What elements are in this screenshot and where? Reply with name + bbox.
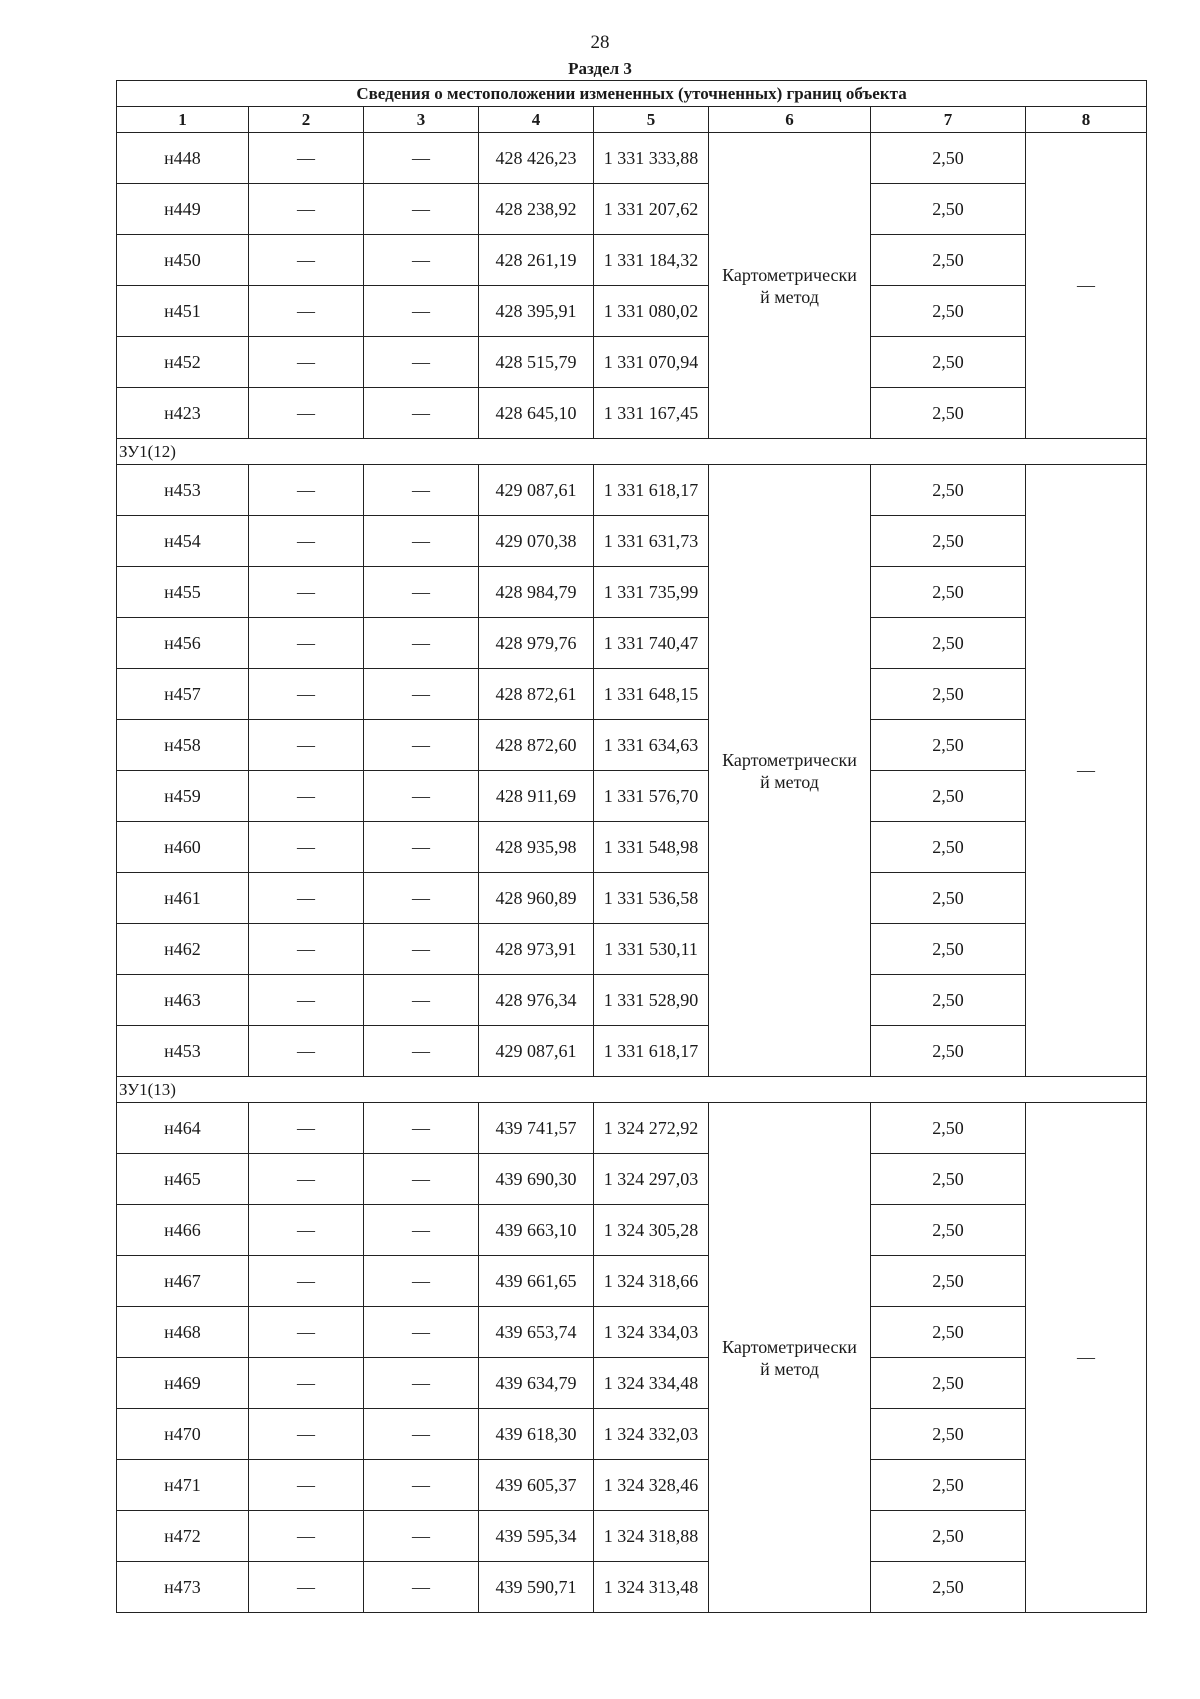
col3-dash-cell: — — [364, 1307, 479, 1358]
point-id-cell: н451 — [117, 286, 249, 337]
x-coordinate-cell: 439 618,30 — [479, 1409, 594, 1460]
col3-dash-cell: — — [364, 133, 479, 184]
accuracy-cell: 2,50 — [871, 1460, 1026, 1511]
accuracy-cell: 2,50 — [871, 975, 1026, 1026]
col2-dash-cell: — — [249, 516, 364, 567]
table-row — [117, 1154, 1147, 1205]
point-id-cell: н468 — [117, 1307, 249, 1358]
table-row — [117, 771, 1147, 822]
point-id-cell: н454 — [117, 516, 249, 567]
col2-dash-cell: — — [249, 133, 364, 184]
x-coordinate-cell: 428 976,34 — [479, 975, 594, 1026]
accuracy-cell: 2,50 — [871, 1205, 1026, 1256]
col2-dash-cell: — — [249, 1103, 364, 1154]
col2-dash-cell: — — [249, 618, 364, 669]
table-row — [117, 1307, 1147, 1358]
x-coordinate-cell: 428 872,61 — [479, 669, 594, 720]
column-number: 4 — [479, 107, 594, 133]
table-row — [117, 184, 1147, 235]
y-coordinate-cell: 1 331 648,15 — [594, 669, 709, 720]
point-id-cell: н463 — [117, 975, 249, 1026]
point-id-cell: н453 — [117, 465, 249, 516]
col3-dash-cell: — — [364, 1256, 479, 1307]
col3-dash-cell: — — [364, 1409, 479, 1460]
point-id-cell: н467 — [117, 1256, 249, 1307]
accuracy-cell: 2,50 — [871, 822, 1026, 873]
x-coordinate-cell: 429 087,61 — [479, 1026, 594, 1077]
accuracy-cell: 2,50 — [871, 1409, 1026, 1460]
point-id-cell: н455 — [117, 567, 249, 618]
column-number: 6 — [709, 107, 871, 133]
method-cell — [709, 133, 871, 439]
x-coordinate-cell: 439 634,79 — [479, 1358, 594, 1409]
col3-dash-cell: — — [364, 924, 479, 975]
group-header-row — [117, 439, 1147, 465]
point-id-cell: н460 — [117, 822, 249, 873]
x-coordinate-cell: 428 935,98 — [479, 822, 594, 873]
col8-dash-cell: — — [1026, 465, 1147, 1077]
col3-dash-cell: — — [364, 465, 479, 516]
point-id-cell: н464 — [117, 1103, 249, 1154]
table-row — [117, 465, 1147, 516]
table-row — [117, 235, 1147, 286]
y-coordinate-cell: 1 324 334,03 — [594, 1307, 709, 1358]
group-label: ЗУ1(12) — [117, 439, 1147, 465]
boundary-table — [116, 80, 1147, 1613]
col2-dash-cell: — — [249, 567, 364, 618]
table-row — [117, 567, 1147, 618]
table-row — [117, 1026, 1147, 1077]
col3-dash-cell: — — [364, 516, 479, 567]
point-id-cell: н458 — [117, 720, 249, 771]
col2-dash-cell: — — [249, 1154, 364, 1205]
table-caption-row — [117, 81, 1147, 107]
col3-dash-cell: — — [364, 1205, 479, 1256]
column-number: 2 — [249, 107, 364, 133]
col2-dash-cell: — — [249, 975, 364, 1026]
accuracy-cell: 2,50 — [871, 1307, 1026, 1358]
col2-dash-cell: — — [249, 1307, 364, 1358]
x-coordinate-cell: 428 911,69 — [479, 771, 594, 822]
col3-dash-cell: — — [364, 388, 479, 439]
col3-dash-cell: — — [364, 337, 479, 388]
x-coordinate-cell: 428 395,91 — [479, 286, 594, 337]
y-coordinate-cell: 1 331 618,17 — [594, 1026, 709, 1077]
accuracy-cell: 2,50 — [871, 516, 1026, 567]
table-row — [117, 1205, 1147, 1256]
col2-dash-cell: — — [249, 1358, 364, 1409]
x-coordinate-cell: 439 590,71 — [479, 1562, 594, 1613]
col2-dash-cell: — — [249, 873, 364, 924]
col8-dash-cell: — — [1026, 133, 1147, 439]
col3-dash-cell: — — [364, 1562, 479, 1613]
point-id-cell: н423 — [117, 388, 249, 439]
point-id-cell: н457 — [117, 669, 249, 720]
col3-dash-cell: — — [364, 567, 479, 618]
method-text-line2: й метод — [760, 286, 819, 307]
y-coordinate-cell: 1 331 618,17 — [594, 465, 709, 516]
accuracy-cell: 2,50 — [871, 1358, 1026, 1409]
accuracy-cell: 2,50 — [871, 235, 1026, 286]
col2-dash-cell: — — [249, 720, 364, 771]
accuracy-cell: 2,50 — [871, 337, 1026, 388]
col2-dash-cell: — — [249, 822, 364, 873]
accuracy-cell: 2,50 — [871, 567, 1026, 618]
x-coordinate-cell: 439 595,34 — [479, 1511, 594, 1562]
x-coordinate-cell: 428 426,23 — [479, 133, 594, 184]
accuracy-cell: 2,50 — [871, 388, 1026, 439]
accuracy-cell: 2,50 — [871, 1511, 1026, 1562]
y-coordinate-cell: 1 331 740,47 — [594, 618, 709, 669]
accuracy-cell: 2,50 — [871, 924, 1026, 975]
col2-dash-cell: — — [249, 1256, 364, 1307]
col2-dash-cell: — — [249, 235, 364, 286]
accuracy-cell: 2,50 — [871, 286, 1026, 337]
col3-dash-cell: — — [364, 975, 479, 1026]
col3-dash-cell: — — [364, 1026, 479, 1077]
table-row — [117, 286, 1147, 337]
table-caption: Сведения о местоположении измененных (уточненных) границ объекта — [117, 81, 1147, 107]
column-number: 7 — [871, 107, 1026, 133]
method-cell — [709, 465, 871, 1077]
col2-dash-cell: — — [249, 388, 364, 439]
table-row — [117, 337, 1147, 388]
col2-dash-cell: — — [249, 924, 364, 975]
y-coordinate-cell: 1 324 305,28 — [594, 1205, 709, 1256]
accuracy-cell: 2,50 — [871, 1026, 1026, 1077]
col3-dash-cell: — — [364, 1358, 479, 1409]
x-coordinate-cell: 439 741,57 — [479, 1103, 594, 1154]
x-coordinate-cell: 439 690,30 — [479, 1154, 594, 1205]
y-coordinate-cell: 1 324 297,03 — [594, 1154, 709, 1205]
col2-dash-cell: — — [249, 465, 364, 516]
col2-dash-cell: — — [249, 771, 364, 822]
col3-dash-cell: — — [364, 1103, 479, 1154]
col3-dash-cell: — — [364, 720, 479, 771]
point-id-cell: н453 — [117, 1026, 249, 1077]
x-coordinate-cell: 439 663,10 — [479, 1205, 594, 1256]
table-row — [117, 1562, 1147, 1613]
x-coordinate-cell: 439 605,37 — [479, 1460, 594, 1511]
point-id-cell: н462 — [117, 924, 249, 975]
point-id-cell: н448 — [117, 133, 249, 184]
col2-dash-cell: — — [249, 669, 364, 720]
table-row — [117, 133, 1147, 184]
table-row — [117, 873, 1147, 924]
point-id-cell: н456 — [117, 618, 249, 669]
accuracy-cell: 2,50 — [871, 618, 1026, 669]
column-number: 1 — [117, 107, 249, 133]
method-text-line1: Картометрически — [722, 749, 857, 770]
accuracy-cell: 2,50 — [871, 1154, 1026, 1205]
y-coordinate-cell: 1 331 528,90 — [594, 975, 709, 1026]
y-coordinate-cell: 1 331 536,58 — [594, 873, 709, 924]
method-text-line2: й метод — [760, 771, 819, 792]
group-label: ЗУ1(13) — [117, 1077, 1147, 1103]
col2-dash-cell: — — [249, 337, 364, 388]
point-id-cell: н471 — [117, 1460, 249, 1511]
x-coordinate-cell: 428 960,89 — [479, 873, 594, 924]
x-coordinate-cell: 428 515,79 — [479, 337, 594, 388]
y-coordinate-cell: 1 324 334,48 — [594, 1358, 709, 1409]
col3-dash-cell: — — [364, 286, 479, 337]
y-coordinate-cell: 1 331 207,62 — [594, 184, 709, 235]
method-text-line2: й метод — [760, 1358, 819, 1379]
y-coordinate-cell: 1 331 333,88 — [594, 133, 709, 184]
x-coordinate-cell: 428 261,19 — [479, 235, 594, 286]
accuracy-cell: 2,50 — [871, 771, 1026, 822]
table-row — [117, 516, 1147, 567]
col3-dash-cell: — — [364, 235, 479, 286]
accuracy-cell: 2,50 — [871, 1103, 1026, 1154]
y-coordinate-cell: 1 331 576,70 — [594, 771, 709, 822]
col2-dash-cell: — — [249, 1562, 364, 1613]
y-coordinate-cell: 1 324 318,88 — [594, 1511, 709, 1562]
point-id-cell: н459 — [117, 771, 249, 822]
table-row — [117, 388, 1147, 439]
col2-dash-cell: — — [249, 1511, 364, 1562]
col2-dash-cell: — — [249, 1026, 364, 1077]
column-number: 8 — [1026, 107, 1147, 133]
accuracy-cell: 2,50 — [871, 465, 1026, 516]
x-coordinate-cell: 428 238,92 — [479, 184, 594, 235]
col2-dash-cell: — — [249, 184, 364, 235]
point-id-cell: н465 — [117, 1154, 249, 1205]
col3-dash-cell: — — [364, 1460, 479, 1511]
x-coordinate-cell: 429 070,38 — [479, 516, 594, 567]
method-cell — [709, 1103, 871, 1613]
point-id-cell: н469 — [117, 1358, 249, 1409]
table-row — [117, 1460, 1147, 1511]
col2-dash-cell: — — [249, 286, 364, 337]
accuracy-cell: 2,50 — [871, 184, 1026, 235]
column-number: 3 — [364, 107, 479, 133]
y-coordinate-cell: 1 331 634,63 — [594, 720, 709, 771]
col2-dash-cell: — — [249, 1460, 364, 1511]
group-header-row — [117, 1077, 1147, 1103]
x-coordinate-cell: 439 653,74 — [479, 1307, 594, 1358]
point-id-cell: н470 — [117, 1409, 249, 1460]
column-number: 5 — [594, 107, 709, 133]
col3-dash-cell: — — [364, 1154, 479, 1205]
column-number-row — [117, 107, 1147, 133]
y-coordinate-cell: 1 331 548,98 — [594, 822, 709, 873]
x-coordinate-cell: 428 973,91 — [479, 924, 594, 975]
point-id-cell: н466 — [117, 1205, 249, 1256]
table-row — [117, 618, 1147, 669]
accuracy-cell: 2,50 — [871, 720, 1026, 771]
y-coordinate-cell: 1 331 184,32 — [594, 235, 709, 286]
y-coordinate-cell: 1 331 530,11 — [594, 924, 709, 975]
table-row — [117, 1511, 1147, 1562]
y-coordinate-cell: 1 331 080,02 — [594, 286, 709, 337]
table-body — [117, 81, 1147, 1613]
col2-dash-cell: — — [249, 1409, 364, 1460]
y-coordinate-cell: 1 324 318,66 — [594, 1256, 709, 1307]
point-id-cell: н449 — [117, 184, 249, 235]
table-row — [117, 975, 1147, 1026]
col3-dash-cell: — — [364, 1511, 479, 1562]
y-coordinate-cell: 1 331 631,73 — [594, 516, 709, 567]
y-coordinate-cell: 1 324 313,48 — [594, 1562, 709, 1613]
table-row — [117, 1409, 1147, 1460]
col3-dash-cell: — — [364, 822, 479, 873]
col3-dash-cell: — — [364, 873, 479, 924]
point-id-cell: н461 — [117, 873, 249, 924]
table-row — [117, 1103, 1147, 1154]
x-coordinate-cell: 428 984,79 — [479, 567, 594, 618]
section-title: Раздел 3 — [568, 59, 632, 78]
y-coordinate-cell: 1 324 272,92 — [594, 1103, 709, 1154]
point-id-cell: н473 — [117, 1562, 249, 1613]
x-coordinate-cell: 439 661,65 — [479, 1256, 594, 1307]
x-coordinate-cell: 428 872,60 — [479, 720, 594, 771]
x-coordinate-cell: 428 979,76 — [479, 618, 594, 669]
accuracy-cell: 2,50 — [871, 669, 1026, 720]
accuracy-cell: 2,50 — [871, 873, 1026, 924]
page-number: 28 — [590, 32, 610, 53]
y-coordinate-cell: 1 324 328,46 — [594, 1460, 709, 1511]
y-coordinate-cell: 1 331 070,94 — [594, 337, 709, 388]
point-id-cell: н450 — [117, 235, 249, 286]
table-row — [117, 822, 1147, 873]
col3-dash-cell: — — [364, 184, 479, 235]
col3-dash-cell: — — [364, 669, 479, 720]
col3-dash-cell: — — [364, 618, 479, 669]
method-text-line1: Картометрически — [722, 264, 857, 285]
method-text-line1: Картометрически — [722, 1336, 857, 1357]
table-row — [117, 669, 1147, 720]
col2-dash-cell: — — [249, 1205, 364, 1256]
table-row — [117, 924, 1147, 975]
col8-dash-cell: — — [1026, 1103, 1147, 1613]
accuracy-cell: 2,50 — [871, 1562, 1026, 1613]
x-coordinate-cell: 429 087,61 — [479, 465, 594, 516]
accuracy-cell: 2,50 — [871, 1256, 1026, 1307]
table-row — [117, 720, 1147, 771]
y-coordinate-cell: 1 331 735,99 — [594, 567, 709, 618]
y-coordinate-cell: 1 331 167,45 — [594, 388, 709, 439]
col3-dash-cell: — — [364, 771, 479, 822]
y-coordinate-cell: 1 324 332,03 — [594, 1409, 709, 1460]
x-coordinate-cell: 428 645,10 — [479, 388, 594, 439]
table-row — [117, 1256, 1147, 1307]
point-id-cell: н452 — [117, 337, 249, 388]
table-row — [117, 1358, 1147, 1409]
accuracy-cell: 2,50 — [871, 133, 1026, 184]
point-id-cell: н472 — [117, 1511, 249, 1562]
